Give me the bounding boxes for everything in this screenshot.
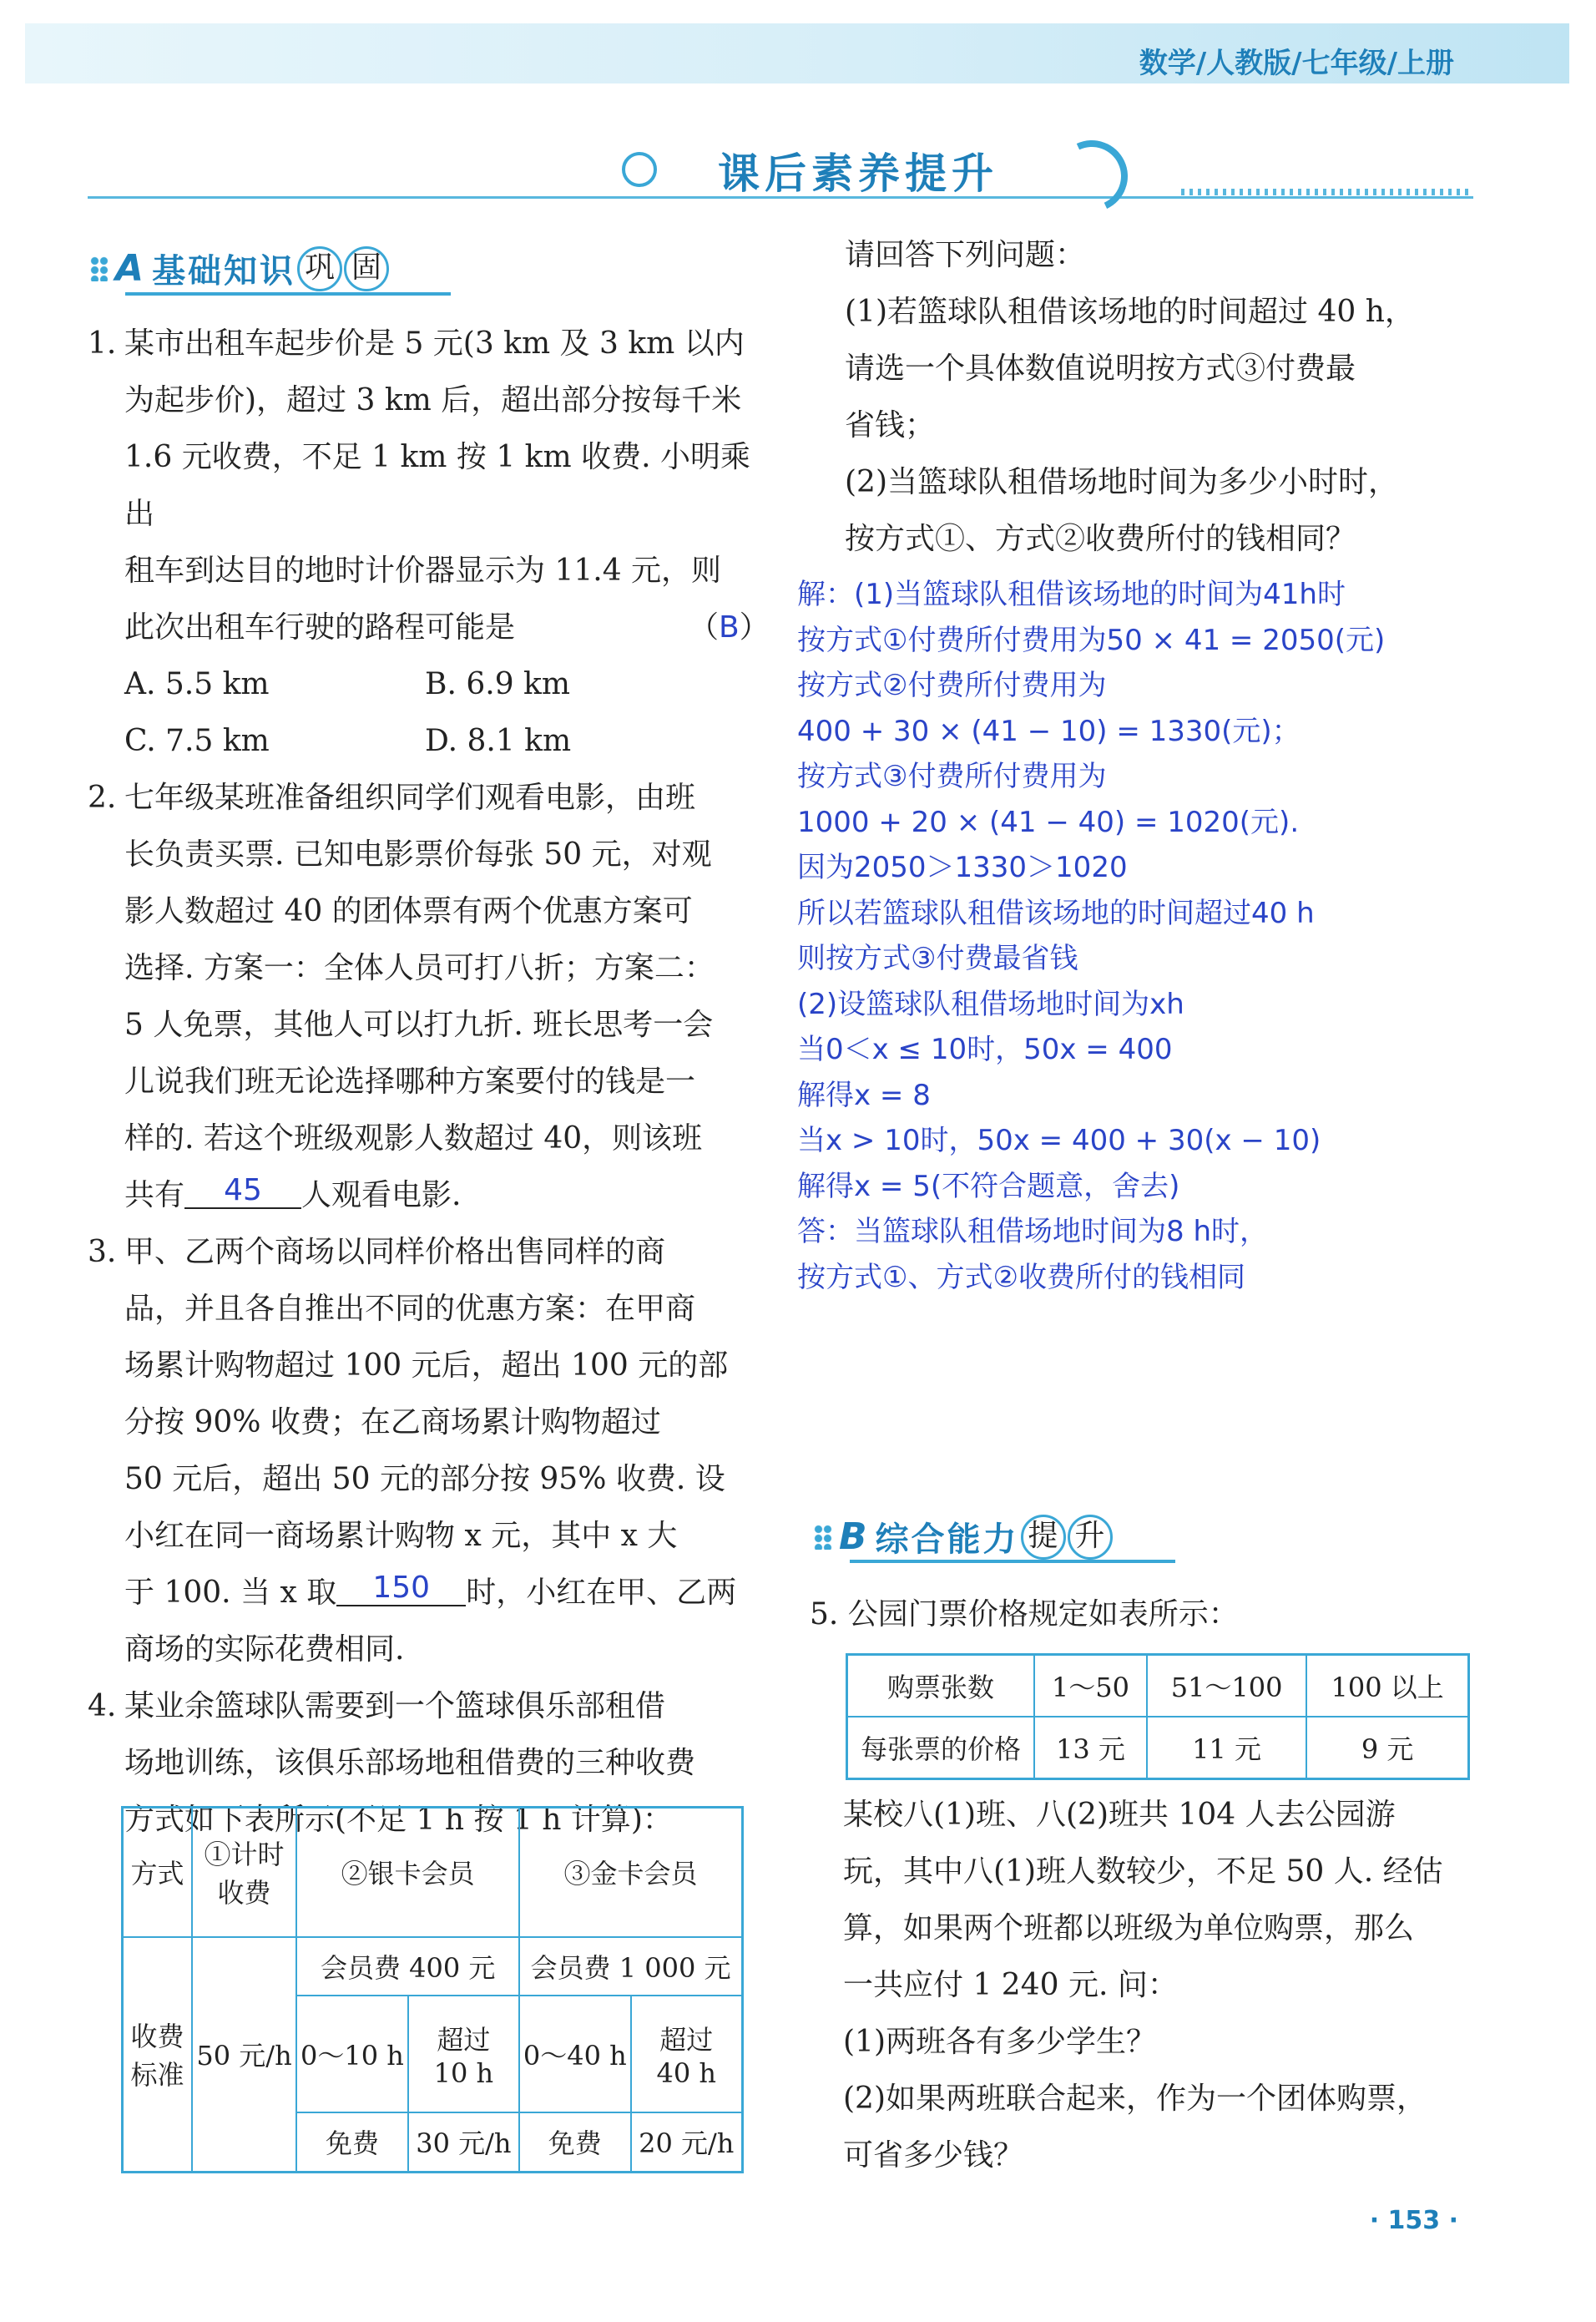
- q2-line: 5 人免票，其他人可以打九折. 班长思考一会: [124, 1008, 714, 1042]
- q2-line: 选择. 方案一：全体人员可打八折；方案二：: [124, 951, 715, 985]
- q1-number: 1.: [88, 326, 117, 361]
- page-number: · 153 ·: [1369, 2206, 1458, 2235]
- q3-answer-blank: 150: [336, 1571, 466, 1606]
- cell-text: 收费: [130, 2021, 184, 2053]
- q3-line: [88, 1224, 755, 1281]
- solution-line: 则按方式③付费最省钱: [797, 942, 1078, 975]
- q4-after-line: (2)当篮球队租借场地时间为多少小时时，: [845, 465, 1398, 499]
- q3-text: 于 100. 当 x 取: [124, 1576, 337, 1610]
- option-c: C. 7.5 km: [124, 724, 270, 758]
- section-a-underline: [125, 292, 451, 296]
- q1-answer-paren: [689, 599, 770, 656]
- q2-line: 影人数超过 40 的团体票有两个优惠方案可: [124, 894, 693, 928]
- table-header-cell: 51～100: [1147, 1655, 1306, 1717]
- solution-line: 按方式②付费所付费用为: [797, 669, 1107, 702]
- q1-options-row: [88, 713, 755, 770]
- q3-line: 分按 90% 收费；在乙商场累计购物超过: [124, 1405, 661, 1439]
- table-header-cell: 100 以上: [1306, 1655, 1468, 1717]
- q1-text: 某市出租车起步价是 5 元(3 km 及 3 km 以内: [124, 326, 745, 361]
- q1-options-row: [88, 656, 755, 713]
- solution-line: 因为2050＞1330＞1020: [797, 851, 1128, 884]
- table-cell: 9 元: [1306, 1717, 1468, 1779]
- q1-line: 租车到达目的地时计价器显示为 11.4 元，则: [124, 554, 722, 588]
- table-cell: 11 元: [1147, 1717, 1306, 1779]
- banner-title: 课后素养提升: [718, 149, 998, 198]
- q2-number: 2.: [88, 781, 117, 815]
- banner: [88, 134, 1473, 200]
- section-circle-char: 升: [1068, 1515, 1113, 1560]
- table-cell: [408, 1996, 519, 2112]
- q5-line: 一共应付 1 240 元. 问：: [843, 1968, 1178, 2002]
- dots-icon: [90, 256, 109, 281]
- option-b: B. 6.9 km: [425, 667, 570, 701]
- q1-line: [88, 599, 770, 656]
- cell-text: 超过: [437, 2023, 491, 2056]
- q5-price-table: [846, 1653, 1470, 1780]
- solution-line: 所以若篮球队租借该场地的时间超过40 h: [797, 896, 1315, 930]
- option-d: D. 8.1 km: [425, 724, 572, 758]
- table-header-cell: ③金卡会员: [519, 1808, 742, 1937]
- q2-line: 样的. 若这个班级观影人数超过 40，则该班: [124, 1121, 703, 1156]
- q4-after-line: 按方式①、方式②收费所付的钱相同？: [845, 522, 1356, 556]
- q4-text: 某业余篮球队需要到一个篮球俱乐部租借: [124, 1689, 666, 1723]
- cell-text: 超过: [659, 2023, 714, 2056]
- section-letter: A: [115, 247, 144, 290]
- q5-line: 可省多少钱？: [843, 2138, 1024, 2173]
- section-letter: B: [839, 1515, 867, 1558]
- q5-line: (2)如果两班联合起来，作为一个团体购票，: [843, 2082, 1427, 2116]
- section-a-heading: [90, 245, 389, 292]
- q4-after-line: 请回答下列问题：: [845, 238, 1086, 272]
- table-cell: 免费: [519, 2112, 630, 2173]
- q3-line: 50 元后，超出 50 元的部分按 95% 收费. 设: [124, 1462, 725, 1496]
- table-cell: 会员费 1 000 元: [519, 1937, 742, 1996]
- ring-icon: [622, 152, 657, 187]
- solution-line: (2)设篮球队租借场地时间为xh: [797, 987, 1184, 1021]
- q4-after-line: (1)若篮球队租借该场地的时间超过 40 h，: [845, 295, 1415, 329]
- q2-text: 七年级某班准备组织同学们观看电影，由班: [124, 781, 696, 815]
- section-circle-char: 提: [1021, 1515, 1066, 1560]
- q4-line: [88, 1678, 755, 1735]
- solution-line: 按方式①付费所付费用为50 × 41 = 2050(元): [797, 623, 1386, 657]
- table-header-cell: ②银卡会员: [296, 1808, 519, 1937]
- solution-block: [797, 572, 1498, 1300]
- table-header-cell: [192, 1808, 296, 1937]
- solution-line: 400 + 30 × (41 − 10) = 1330(元)；: [797, 714, 1301, 748]
- q3-text: 时，小红在甲、乙两: [466, 1576, 737, 1610]
- table-header-cell: 购票张数: [847, 1655, 1035, 1717]
- table-cell: 会员费 400 元: [296, 1937, 519, 1996]
- cell-text: 40 h: [656, 2056, 716, 2089]
- cell-text: 标准: [130, 2059, 184, 2092]
- solution-line: 解得x = 8: [797, 1078, 931, 1112]
- q2-line: 儿说我们班无论选择哪种方案要付的钱是一: [124, 1065, 696, 1099]
- table-cell: 13 元: [1034, 1717, 1147, 1779]
- table-cell: 0～40 h: [519, 1996, 630, 2112]
- q1-text: 此次出租车行驶的路程可能是: [124, 610, 516, 645]
- table-cell: 30 元/h: [408, 2112, 519, 2173]
- solution-line: 当0＜x ≤ 10时，50x = 400: [797, 1033, 1173, 1066]
- dots-icon: [814, 1525, 832, 1550]
- right-column: [845, 227, 1487, 568]
- left-column: [88, 316, 770, 1849]
- banner-title-box: [588, 134, 1173, 199]
- table-header-cell: 1～50: [1034, 1655, 1147, 1717]
- table-cell: [631, 1996, 743, 2112]
- subject-label: 数学/人教版/七年级/上册: [1139, 47, 1454, 80]
- q2-line: [88, 1167, 755, 1224]
- q4-fee-table: [121, 1806, 744, 2173]
- section-b-heading: [814, 1513, 1113, 1561]
- table-header-cell: 方式: [123, 1808, 192, 1937]
- section-circle-char: 巩: [297, 246, 342, 291]
- q5-line: (1)两班各有多少学生？: [843, 2025, 1156, 2059]
- q4-line: 方式如下表所示(不足 1 h 按 1 h 计算)：: [124, 1803, 673, 1837]
- q1-answer: B: [719, 610, 740, 645]
- q5-body: [843, 1787, 1494, 2184]
- solution-line: 当x > 10时，50x = 400 + 30(x − 10): [797, 1124, 1321, 1157]
- table-cell: 免费: [296, 2112, 407, 2173]
- section-text: 综合能力: [875, 1520, 1019, 1559]
- q3-text: 甲、乙两个商场以同样价格出售同样的商: [124, 1235, 666, 1269]
- table-cell: 20 元/h: [631, 2112, 743, 2173]
- solution-line: 1000 + 20 × (41 − 40) = 1020(元).: [797, 805, 1300, 839]
- q2-text: 共有: [124, 1178, 185, 1212]
- q1-line: 1.6 元收费，不足 1 km 按 1 km 收费. 小明乘出: [124, 440, 750, 531]
- q3-line: 商场的实际花费相同.: [124, 1632, 405, 1667]
- section-b-underline: [850, 1560, 1175, 1563]
- solution-line: 答：当篮球队租借场地时间为8 h时，: [797, 1215, 1268, 1248]
- paren-close: ）: [739, 610, 770, 645]
- q2-answer-blank: 45: [184, 1174, 301, 1209]
- q4-number: 4.: [88, 1689, 117, 1723]
- q2-line: 长负责买票. 已知电影票价每张 50 元，对观: [124, 837, 712, 872]
- q2-line: [88, 770, 755, 827]
- solution-line: 解：(1)当篮球队租借该场地的时间为41h时: [797, 578, 1346, 611]
- solution-line: 按方式①、方式②收费所付的钱相同: [797, 1260, 1245, 1294]
- solution-line: 解得x = 5(不符合题意，舍去): [797, 1169, 1180, 1203]
- q4-line: 场地训练，该俱乐部场地租借费的三种收费: [124, 1746, 696, 1780]
- q3-line: [88, 1565, 755, 1621]
- section-text: 基础知识: [152, 252, 296, 291]
- arc-icon: [1046, 130, 1138, 222]
- q5-line: 算，如果两个班都以班级为单位购票，那么: [843, 1911, 1415, 1945]
- q3-line: 品，并且各自推出不同的优惠方案：在甲商: [124, 1292, 696, 1326]
- banner-dots: [1181, 189, 1473, 195]
- table-cell: 50 元/h: [192, 1937, 296, 2173]
- q3-number: 3.: [88, 1235, 117, 1269]
- q5-intro: [810, 1586, 1477, 1643]
- q5-line: 玩，其中八(1)班人数较少，不足 50 人. 经估: [843, 1854, 1443, 1889]
- table-cell: 每张票的价格: [847, 1717, 1035, 1779]
- q2-text: 人观看电影.: [301, 1178, 462, 1212]
- header-text: 收费: [217, 1877, 271, 1910]
- q1-line: 为起步价)，超过 3 km 后，超出部分按每千米: [124, 383, 742, 417]
- section-circle-char: 固: [344, 246, 389, 291]
- header-text: ①计时: [204, 1839, 285, 1871]
- q5-intro-line: 5. 公园门票价格规定如表所示：: [810, 1597, 1239, 1631]
- q4-after-line: 请选一个具体数值说明按方式③付费最: [845, 352, 1356, 386]
- q5-line: 某校八(1)班、八(2)班共 104 人去公园游: [843, 1798, 1396, 1832]
- table-cell: [123, 1937, 192, 2173]
- option-a: A. 5.5 km: [124, 667, 270, 701]
- q3-line: 场累计购物超过 100 元后，超出 100 元的部: [124, 1348, 729, 1383]
- q1-line: [88, 316, 755, 372]
- table-cell: 0～10 h: [296, 1996, 407, 2112]
- paren-open: （: [689, 610, 720, 645]
- q3-line: 小红在同一商场累计购物 x 元，其中 x 大: [124, 1519, 678, 1553]
- solution-line: 按方式③付费所付费用为: [797, 760, 1107, 793]
- cell-text: 10 h: [433, 2056, 494, 2089]
- q4-after-line: 省钱；: [845, 408, 936, 443]
